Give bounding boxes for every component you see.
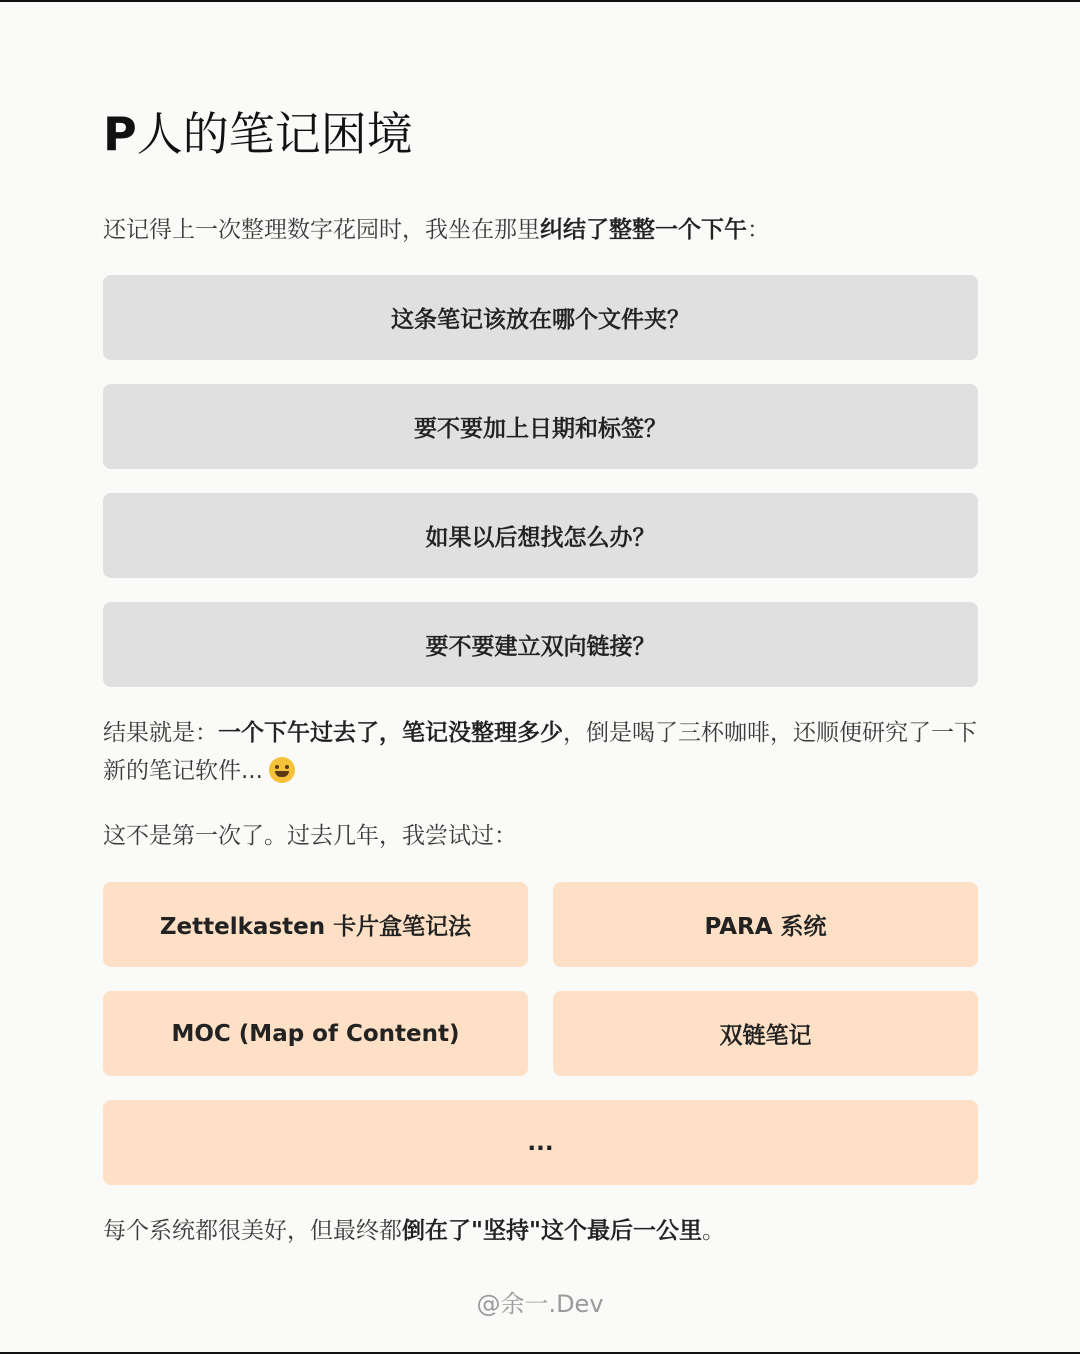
- question-box-find: 如果以后想找怎么办？: [103, 493, 978, 578]
- method-box-backlinks: 双链笔记: [553, 991, 978, 1076]
- question-box-folder: 这条笔记该放在哪个文件夹？: [103, 275, 978, 360]
- intro-end: ：: [747, 217, 770, 243]
- result-paragraph: [103, 714, 978, 790]
- tried-paragraph: 这不是第一次了。过去几年，我尝试过：: [103, 823, 517, 849]
- author-watermark: @余一.Dev: [476, 1290, 604, 1318]
- question-box-links: 要不要建立双向链接？: [103, 602, 978, 687]
- result-prefix: 结果就是：: [103, 720, 218, 746]
- method-box-more: ...: [103, 1100, 978, 1185]
- method-box-zettelkasten: Zettelkasten 卡片盒笔记法: [103, 882, 528, 967]
- intro-paragraph: [103, 211, 978, 249]
- conclusion-prefix: 每个系统都很美好，但最终都: [103, 1218, 402, 1244]
- question-box-tags: 要不要加上日期和标签？: [103, 384, 978, 469]
- intro-bold: 纠结了整整一个下午: [540, 217, 747, 243]
- method-box-para: PARA 系统: [553, 882, 978, 967]
- title-lead: P: [103, 107, 137, 161]
- title-rest: 人的笔记困境: [136, 107, 413, 161]
- result-suffix: ，倒是喝了三杯咖啡，还顺便研究了一下新的笔记软件...: [103, 720, 977, 784]
- sweat-smile-emoji-icon: [269, 757, 295, 783]
- method-box-moc: MOC (Map of Content): [103, 991, 528, 1076]
- intro-text: 还记得上一次整理数字花园时，我坐在那里: [103, 217, 540, 243]
- page-title: [103, 104, 413, 164]
- conclusion-end: 。: [701, 1218, 725, 1244]
- conclusion-bold: 倒在了"坚持"这个最后一公里: [402, 1218, 702, 1244]
- conclusion-paragraph: [103, 1212, 978, 1250]
- result-bold: 一个下午过去了，笔记没整理多少: [218, 720, 563, 746]
